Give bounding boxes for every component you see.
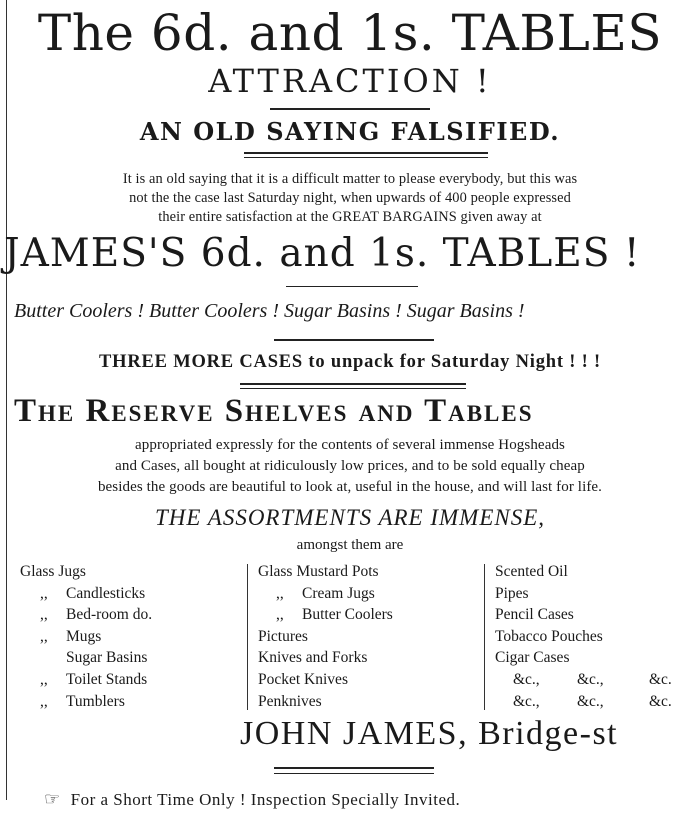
divider [274, 339, 434, 341]
divider [244, 152, 488, 154]
signature: JOHN JAMES, Bridge-st [240, 715, 619, 752]
divider [240, 388, 466, 389]
etc-mark: &c., [577, 670, 604, 688]
reserve-line-2: and Cases, all bought at ridiculously low prices, and to be sold equally cheap [115, 458, 585, 474]
list-item: Tobacco Pouches [495, 627, 603, 645]
reserve-line-1: appropriated expressly for the contents of several immense Hogsheads [134, 437, 565, 453]
items-column-2 [258, 561, 393, 712]
etc-mark: &c., [513, 670, 540, 688]
list-item: ,, Cream Jugs [276, 584, 375, 602]
intro-line-1: It is an old saying that it is a difficult matter to please everybody, but this was [122, 171, 578, 187]
reserve-line-3: besides the goods are beautiful to look at, useful in the house, and will last for life. [97, 479, 603, 495]
james-tables-heading: JAMES'S 6d. and 1s. TABLES ! [4, 231, 641, 276]
etc-row [495, 691, 700, 713]
list-item: Pocket Knives [258, 670, 348, 688]
footer-line [44, 789, 460, 810]
etc-row [495, 669, 700, 691]
list-item: Scented Oil [495, 563, 568, 580]
list-item: Pictures [258, 627, 308, 645]
items-column-1 [20, 561, 152, 712]
list-item: Glass Mustard Pots [258, 563, 379, 580]
amongst-line: amongst them are [296, 537, 404, 553]
list-item: ,, Candlesticks [40, 584, 146, 602]
etc-mark: &c., [577, 692, 604, 710]
subheading: AN OLD SAYING FALSIFIED. [139, 117, 561, 146]
divider [240, 383, 466, 385]
etc-mark: &c. [649, 670, 672, 688]
list-item: Pipes [495, 584, 529, 602]
etc-mark: &c., [513, 692, 540, 710]
list-item: ,, Butter Coolers [276, 606, 393, 624]
list-item: ,, Toilet Stands [40, 670, 148, 688]
column-separator [247, 564, 248, 710]
list-item: ,, Tumblers [40, 692, 125, 710]
list-item: Penknives [258, 692, 322, 710]
list-item: Sugar Basins [66, 649, 148, 667]
list-item: ,, Mugs [40, 627, 102, 645]
divider [270, 108, 430, 110]
intro-line-2: not the the case last Saturday night, when upwards of 400 people expressed [129, 190, 571, 206]
divider [244, 157, 488, 158]
footer-text: For a Short Time Only ! Inspection Specially Invited. [70, 790, 461, 809]
list-item: Cigar Cases [495, 649, 570, 667]
list-item: Knives and Forks [258, 649, 368, 667]
etc-mark: &c. [649, 692, 672, 710]
list-item: Pencil Cases [495, 606, 574, 624]
intro-line-3: their entire satisfaction at the GREAT BARGAINS given away at [158, 209, 542, 225]
assortments-heading: THE ASSORTMENTS ARE IMMENSE, [154, 505, 546, 530]
list-item: Glass Jugs [20, 563, 86, 580]
divider [274, 773, 434, 774]
divider [274, 767, 434, 769]
column-separator [484, 564, 485, 710]
pointing-hand-icon: ☞ [44, 789, 61, 809]
list-item: ,, Bed-room do. [40, 606, 153, 624]
divider [286, 286, 418, 287]
three-more-cases: THREE MORE CASES to unpack for Saturday Night ! ! ! [99, 352, 601, 372]
butter-coolers-line: Butter Coolers ! Butter Coolers ! Sugar Basins ! Sugar Basins ! [14, 300, 525, 322]
headline: The 6d. and 1s. TABLES [37, 4, 663, 62]
reserve-heading: The Reserve Shelves and Tables [14, 393, 534, 429]
items-column-3 [495, 561, 700, 712]
attraction-heading: ATTRACTION ! [208, 62, 492, 100]
